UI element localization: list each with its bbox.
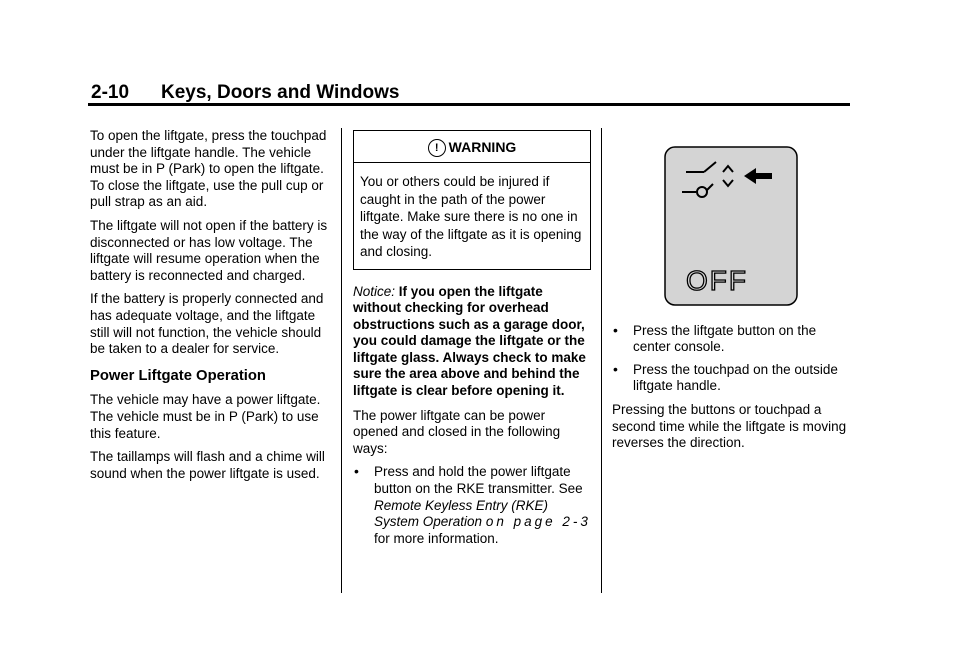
paragraph-ways: The power liftgate can be power opened and closed in the following ways: xyxy=(353,407,561,456)
list-item: • Press the touchpad on the outside liftgate handle. xyxy=(612,362,852,395)
page-header xyxy=(91,82,399,104)
switch-off-label: OFF xyxy=(686,265,748,296)
bullet1-text-end: for more information. xyxy=(374,530,499,546)
list-item xyxy=(353,464,591,547)
buttons-list xyxy=(612,323,852,395)
column-right xyxy=(612,130,852,459)
warning-icon: ! xyxy=(428,139,446,157)
paragraph-reverse: Pressing the buttons or touchpad a second time while the liftgate is moving reverses the direction. xyxy=(612,401,847,451)
column-middle xyxy=(353,130,591,554)
section-title: Power Liftgate Operation xyxy=(90,367,266,384)
paragraph-open-liftgate: To open the liftgate, press the touchpad under the liftgate handle. The vehicle must be in P (Park) to open the liftgate. To close the liftgate, use the pull cup or pull strap as an aid. xyxy=(90,128,327,210)
page-reference-link[interactable]: on page 2-3 xyxy=(485,514,591,530)
column-divider-left xyxy=(341,128,342,593)
cross-reference-link[interactable]: Remote Keyless Entry (RKE) System Operation xyxy=(374,497,549,530)
notice-label: Notice: xyxy=(353,283,396,299)
paragraph-power-liftgate: The vehicle may have a power liftgate. The vehicle must be in P (Park) to use this feature. xyxy=(90,392,321,441)
warning-box xyxy=(353,130,591,270)
notice-text: If you open the liftgate without checking for overhead obstructions such as a garage door, you could damage the liftgate or the liftgate glass. Always check to make sure the area above and behind the liftgate is clear before opening it. xyxy=(353,283,586,399)
warning-text: You or others could be injured if caught in the path of the power liftgate. Make sure there is no one in the way of the liftgate as it is opening and closing. xyxy=(360,174,582,259)
ways-list xyxy=(353,464,591,547)
header-rule xyxy=(88,103,850,106)
paragraph-battery: The liftgate will not open if the battery is disconnected or has low voltage. The liftgate will resume operation when the battery is reconnected and charged. xyxy=(90,217,328,283)
notice xyxy=(353,284,591,400)
list-item: • Press the liftgate button on the center console. xyxy=(612,323,852,356)
warning-header xyxy=(354,131,590,163)
liftgate-switch-illustration xyxy=(664,146,798,308)
column-divider-right xyxy=(601,128,602,593)
paragraph-dealer: If the battery is properly connected and has adequate voltage, and the liftgate still will not function, the vehicle should be taken to a dealer for service. xyxy=(90,291,324,357)
chapter-title: Keys, Doors and Windows xyxy=(161,82,400,103)
column-left xyxy=(90,128,332,489)
paragraph-taillamps: The taillamps will flash and a chime will sound when the power liftgate is used. xyxy=(90,449,325,481)
warning-title: WARNING xyxy=(448,139,517,155)
bullet1-text: Press and hold the power liftgate button on the RKE transmitter. See xyxy=(374,464,583,497)
page-number: 2-10 xyxy=(91,82,130,103)
